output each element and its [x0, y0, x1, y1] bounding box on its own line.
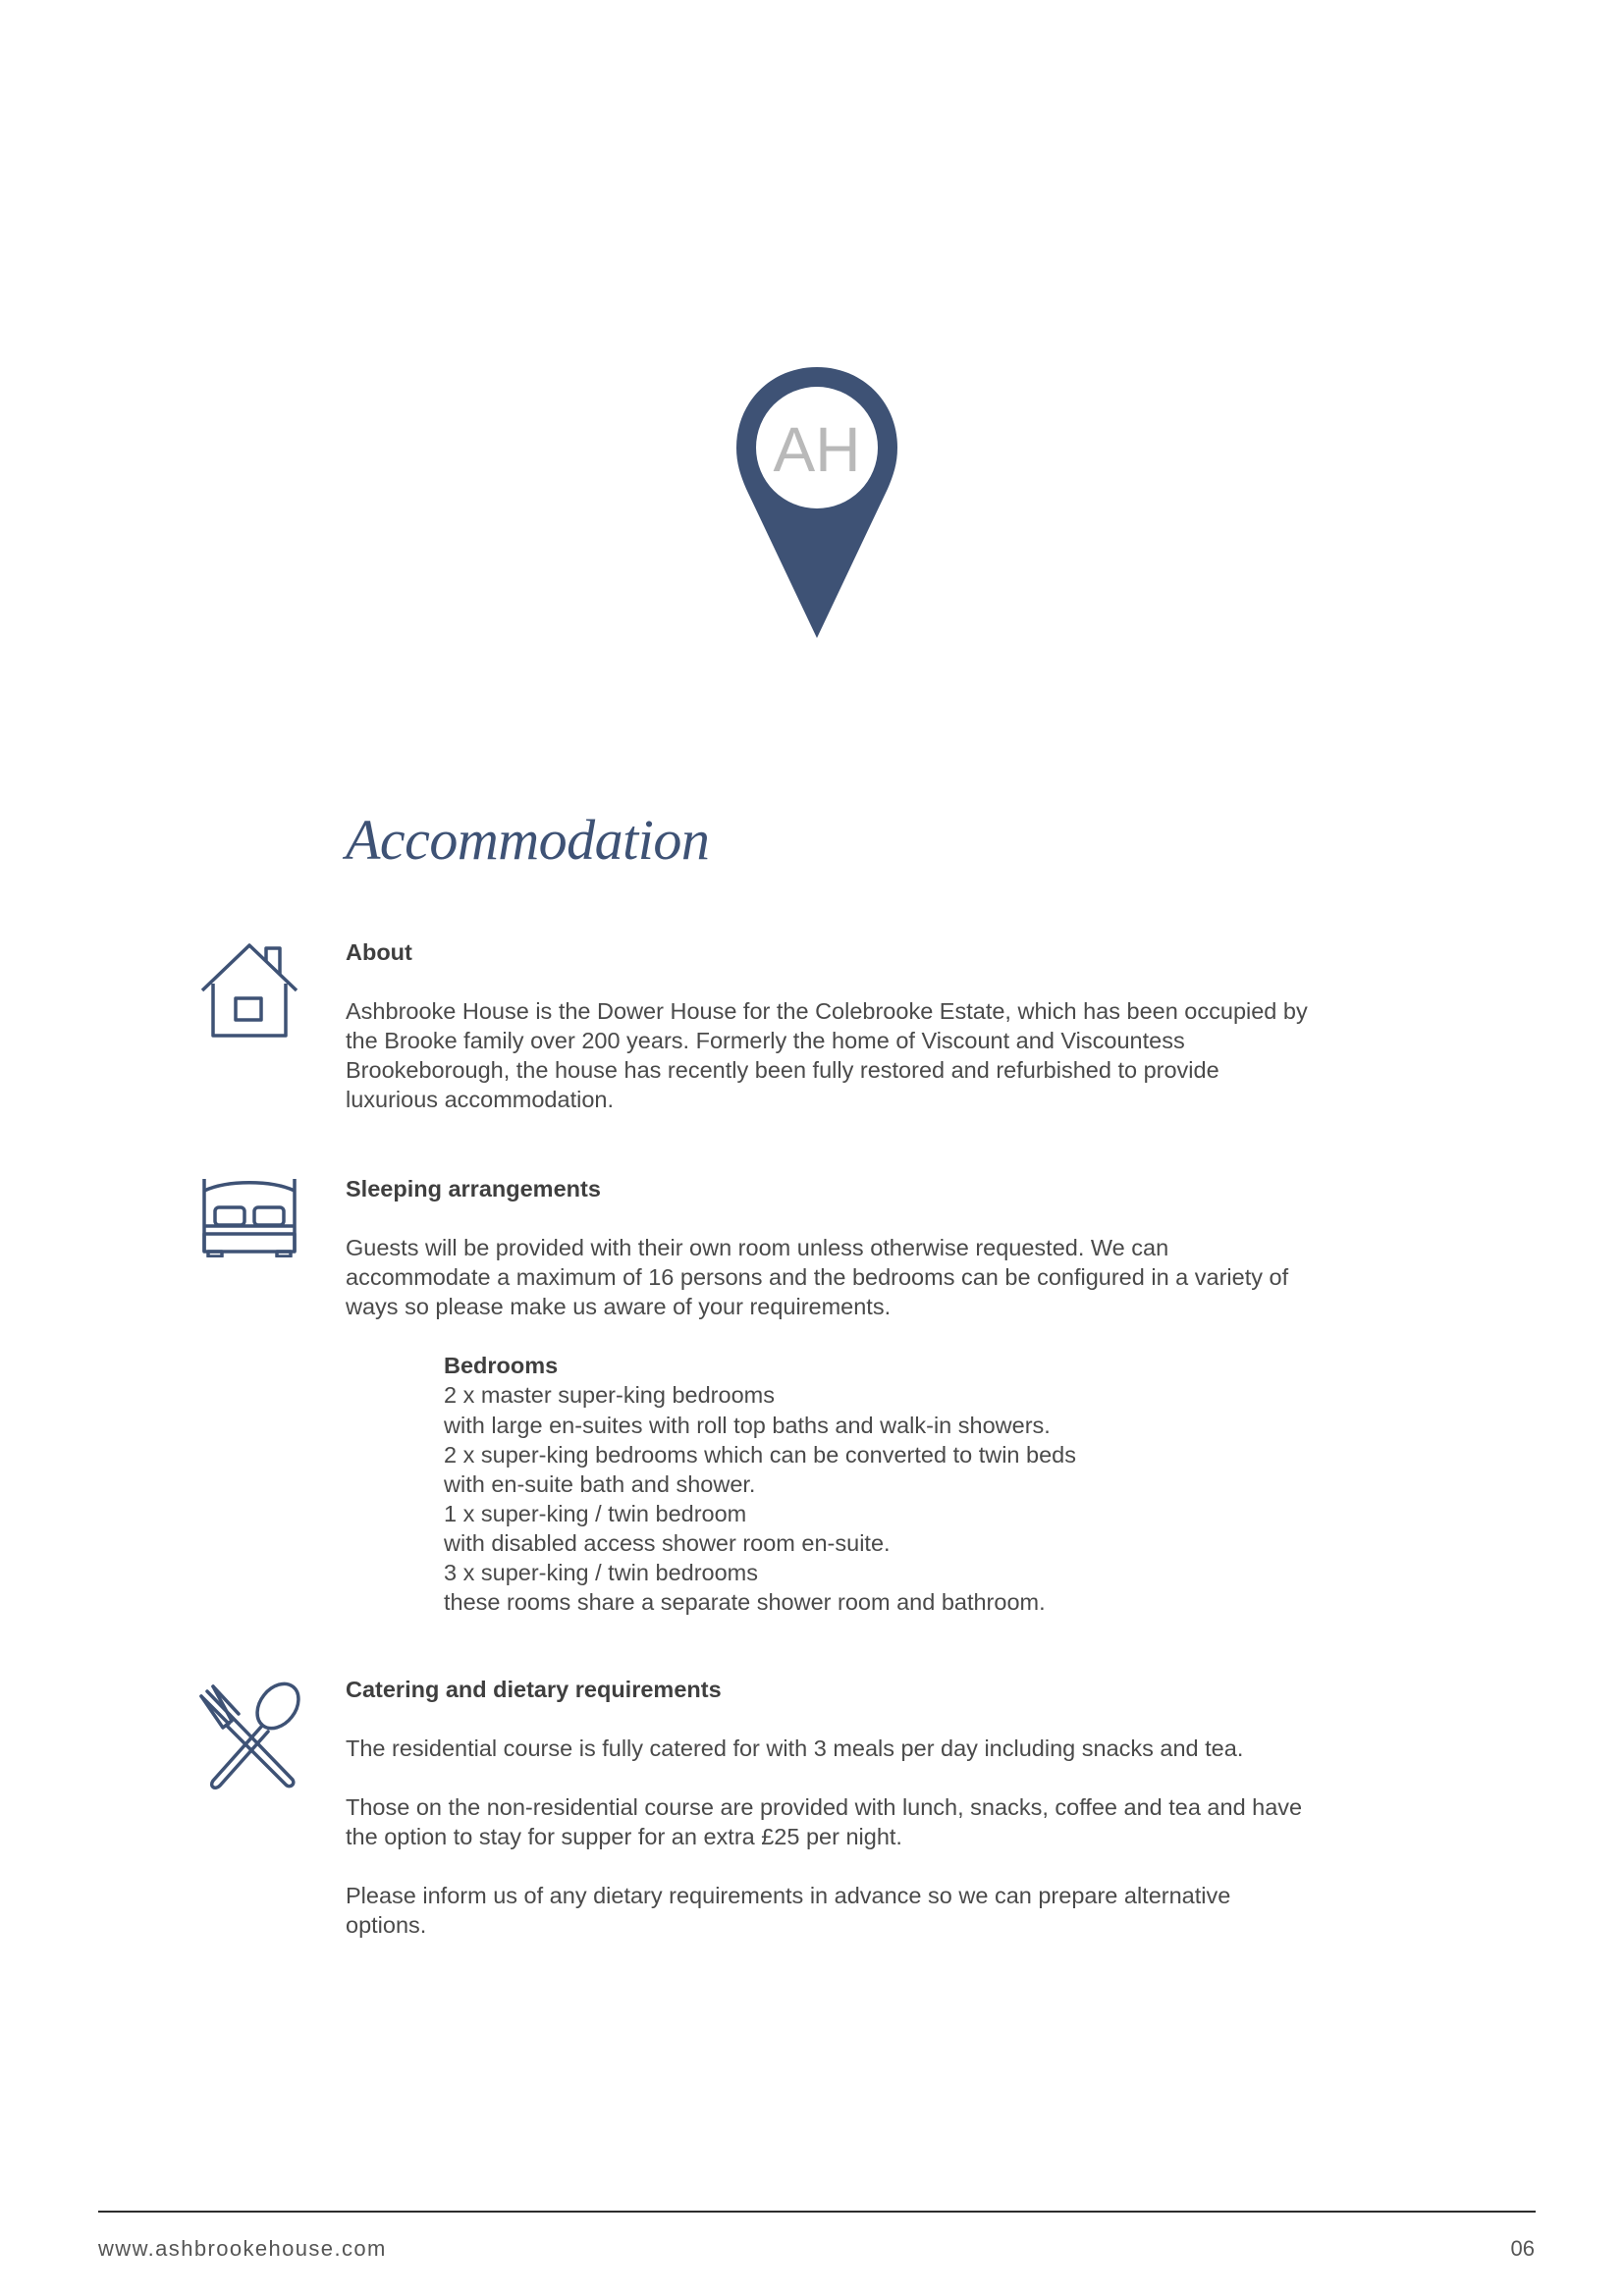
footer-website-link[interactable]: www.ashbrookehouse.com	[98, 2236, 387, 2261]
about-paragraph: Ashbrooke House is the Dower House for the Colebrooke Estate, which has been occupied by the Brooke family over 200 years. Formerly the home of Viscount and Viscountess Brookeborough, the house has recently been fully restored and refurbished to provide luxurious accommodation.	[346, 998, 1308, 1113]
bedroom-line: with disabled access shower room en-suite.	[444, 1529, 891, 1556]
about-section	[346, 937, 1308, 1114]
bedroom-line: 2 x master super-king bedrooms	[444, 1382, 775, 1409]
bedroom-line: with en-suite bath and shower.	[444, 1470, 756, 1497]
sleeping-heading: Sleeping arrangements	[346, 1176, 601, 1201]
catering-paragraph: Please inform us of any dietary requirements in advance so we can prepare alternative options.	[346, 1883, 1231, 1939]
sleeping-paragraph: Guests will be provided with their own room unless otherwise requested. We can accommodate a maximum of 16 persons and the bedrooms can be configured in a variety of ways so please make us aware of your requirements.	[346, 1235, 1289, 1320]
catering-paragraph: Those on the non-residential course are provided with lunch, snacks, coffee and tea and have the option to stay for supper for an extra £25 per night.	[346, 1794, 1303, 1850]
bedroom-line: 3 x super-king / twin bedrooms	[444, 1560, 759, 1586]
catering-paragraph: The residential course is fully catered for with 3 meals per day including snacks and tea.	[346, 1735, 1244, 1762]
footer-divider	[98, 2211, 1536, 2213]
bedrooms-title: Bedrooms	[444, 1353, 559, 1379]
page-number: 06	[1510, 2236, 1535, 2261]
logo-letters: AH	[773, 414, 861, 485]
catering-heading: Catering and dietary requirements	[346, 1677, 722, 1702]
bedroom-line: 2 x super-king bedrooms which can be converted to twin beds	[444, 1441, 1076, 1468]
house-icon	[199, 940, 299, 1039]
bedrooms-list	[444, 1351, 1308, 1617]
bedroom-line: these rooms share a separate shower room and bathroom.	[444, 1589, 1046, 1616]
bedroom-line: with large en-suites with roll top baths and walk-in showers.	[444, 1412, 1051, 1438]
bed-icon	[198, 1177, 300, 1257]
fork-spoon-icon	[199, 1681, 301, 1790]
location-pin-logo	[734, 365, 899, 640]
catering-section	[346, 1675, 1308, 1941]
bedroom-line: 1 x super-king / twin bedroom	[444, 1500, 747, 1526]
about-heading: About	[346, 939, 412, 965]
page-title: Accommodation	[346, 808, 710, 872]
sleeping-section	[346, 1174, 1308, 1617]
map-pin-icon	[734, 365, 899, 640]
